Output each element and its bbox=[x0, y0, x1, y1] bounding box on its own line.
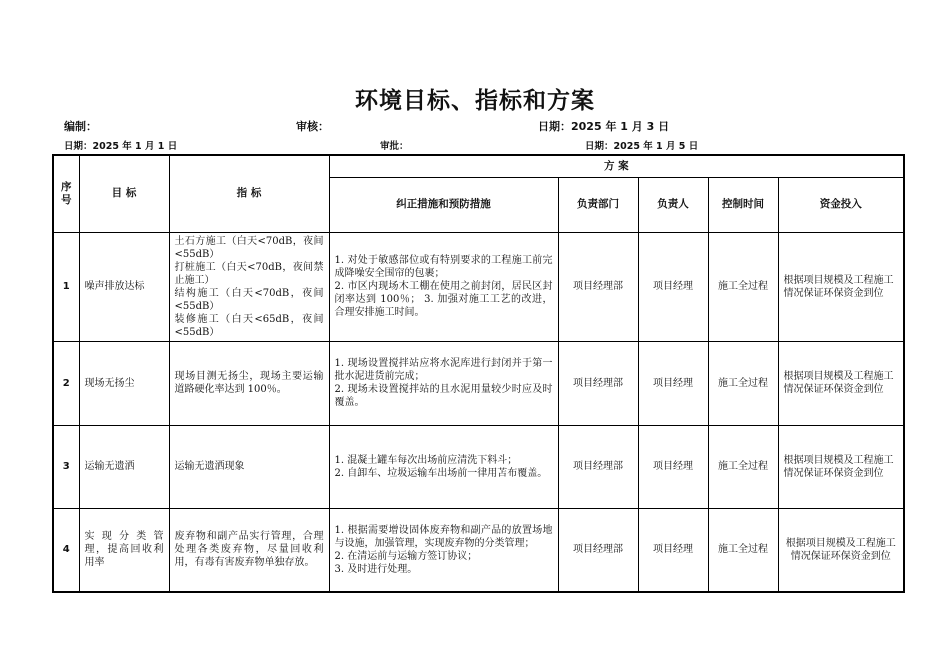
row-seq: 2 bbox=[53, 341, 79, 425]
header-time: 控制时间 bbox=[708, 177, 778, 232]
row-person: 项目经理 bbox=[638, 341, 708, 425]
header-measures: 纠正措施和预防措施 bbox=[329, 177, 558, 232]
table-row bbox=[53, 508, 904, 592]
row-seq: 1 bbox=[53, 232, 79, 341]
header-dept: 负责部门 bbox=[558, 177, 638, 232]
date-left: 日期：2025 年 1 月 1 日 bbox=[64, 141, 178, 152]
header-indicator: 指 标 bbox=[169, 155, 329, 232]
row-time: 施工全过程 bbox=[708, 341, 778, 425]
row-indicator: 现场目测无扬尘，现场主要运输道路硬化率达到 100％。 bbox=[169, 341, 329, 425]
row-measures: 1. 现场设置搅拌站应将水泥库进行封闭并于第一批水泥进货前完成； 2. 现场未设置搅拌站的且水泥用量较少时应及时覆盖。 bbox=[329, 341, 558, 425]
header-plan: 方 案 bbox=[329, 155, 904, 177]
table-row bbox=[53, 425, 904, 508]
row-dept: 项目经理部 bbox=[558, 341, 638, 425]
row-fund: 根据项目规模及工程施工情况保证环保资金到位 bbox=[778, 232, 904, 341]
row-fund: 根据项目规模及工程施工情况保证环保资金到位 bbox=[778, 425, 904, 508]
row-dept: 项目经理部 bbox=[558, 508, 638, 592]
row-fund: 根据项目规模及工程施工情况保证环保资金到位 bbox=[778, 341, 904, 425]
row-indicator: 运输无遗洒现象 bbox=[169, 425, 329, 508]
header-person: 负责人 bbox=[638, 177, 708, 232]
row-measures: 1. 根据需要增设固体废弃物和副产品的放置场地与设施，加强管理，实现废弃物的分类管理； 2. 在清运前与运输方签订协议； 3. 及时进行处理。 bbox=[329, 508, 558, 592]
row-indicator: 土石方施工（白天<70dB，夜间<55dB） 打桩施工（白天<70dB，夜间禁止施工） 结构施工（白天<70dB，夜间<55dB） 装修施工（白天<65dB，夜间<55dB） bbox=[169, 232, 329, 341]
date-compile: 日期：2025 年 1 月 3 日 bbox=[538, 120, 670, 133]
date-right: 日期：2025 年 1 月 5 日 bbox=[585, 141, 699, 152]
row-person: 项目经理 bbox=[638, 508, 708, 592]
row-time: 施工全过程 bbox=[708, 425, 778, 508]
header-target: 目 标 bbox=[79, 155, 169, 232]
row-person: 项目经理 bbox=[638, 232, 708, 341]
row-time: 施工全过程 bbox=[708, 232, 778, 341]
table-row bbox=[53, 341, 904, 425]
row-dept: 项目经理部 bbox=[558, 232, 638, 341]
header-seq: 序 号 bbox=[53, 155, 79, 232]
table-row bbox=[53, 232, 904, 341]
page-title: 环境目标、指标和方案 bbox=[355, 88, 595, 114]
row-measures: 1. 对处于敏感部位或有特别要求的工程施工前完成降噪安全围帘的包裹； 2. 市区内现场木工棚在使用之前封闭，居民区封闭率达到 100％； 3. 加强对施工工艺的改进，合理安排施工时间。 bbox=[329, 232, 558, 341]
row-dept: 项目经理部 bbox=[558, 425, 638, 508]
approve-label: 审批： bbox=[380, 141, 409, 152]
row-seq: 3 bbox=[53, 425, 79, 508]
row-fund: 根据项目规模及工程施工情况保证环保资金到位 bbox=[778, 508, 904, 592]
review-label: 审核： bbox=[296, 120, 329, 133]
row-target: 噪声排放达标 bbox=[79, 232, 169, 341]
row-target: 现场无扬尘 bbox=[79, 341, 169, 425]
row-indicator: 废弃物和副产品实行管理，合理处理各类废弃物，尽量回收利用，有毒有害废弃物单独存放。 bbox=[169, 508, 329, 592]
row-person: 项目经理 bbox=[638, 425, 708, 508]
row-target: 实 现 分 类 管理，提高回收利用率 bbox=[79, 508, 169, 592]
environment-plan-table bbox=[52, 154, 905, 593]
compile-label: 编制： bbox=[64, 120, 97, 133]
row-measures: 1. 混凝土罐车每次出场前应清洗下料斗； 2. 自卸车、垃圾运输车出场前一律用苫布覆盖。 bbox=[329, 425, 558, 508]
row-seq: 4 bbox=[53, 508, 79, 592]
header-fund: 资金投入 bbox=[778, 177, 904, 232]
row-target: 运输无遗洒 bbox=[79, 425, 169, 508]
row-time: 施工全过程 bbox=[708, 508, 778, 592]
